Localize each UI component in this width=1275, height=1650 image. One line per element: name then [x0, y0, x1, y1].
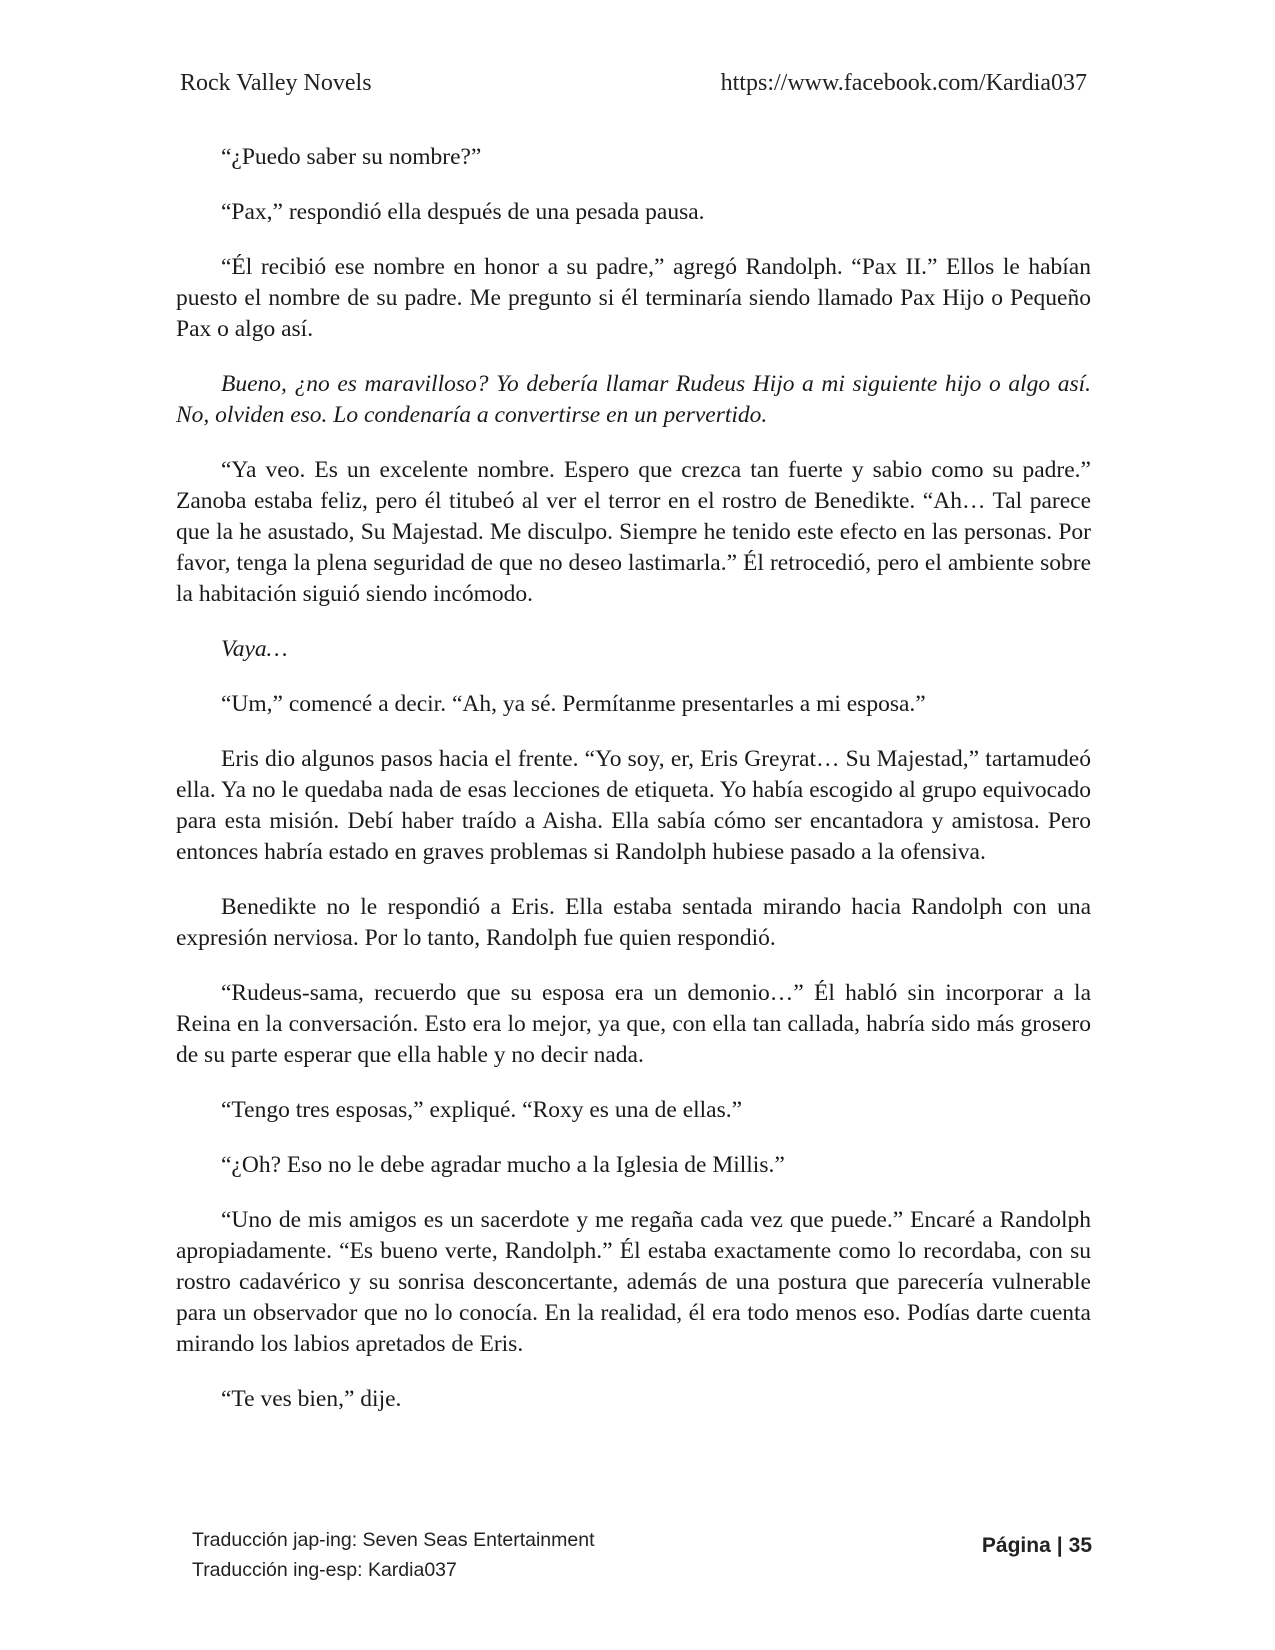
header-url: https://www.facebook.com/Kardia037: [720, 70, 1087, 96]
paragraph: “Tengo tres esposas,” expliqué. “Roxy es una de ellas.”: [221, 1097, 743, 1123]
paragraph: “Pax,” respondió ella después de una pesada pausa.: [221, 199, 705, 225]
paragraph: Vaya…: [221, 636, 288, 662]
page-header: [180, 70, 1087, 110]
paragraph: “¿Oh? Eso no le debe agradar mucho a la Iglesia de Millis.”: [221, 1152, 785, 1178]
paragraph: “Uno de mis amigos es un sacerdote y me regaña cada vez que puede.” Encaré a Randolph apropiadamente. “Es bueno verte, Randolph.” Él estaba exactamente como lo recordaba, con su rostro cadavérico y su sonrisa desconcertante, además de una postura que parecería vulnerable para un observador que no lo conocía. En la realidad, él era todo menos eso. Podías darte cuenta mirando los labios apretados de Eris.: [176, 1207, 1091, 1357]
paragraph: Bueno, ¿no es maravilloso? Yo debería llamar Rudeus Hijo a mi siguiente hijo o algo así. No, olviden eso. Lo condenaría a convertirse en un pervertido.: [176, 371, 1091, 428]
page-label: Página: [981, 1534, 1051, 1557]
page-number: 35: [1068, 1534, 1092, 1557]
credit-line-1: Traducción jap-ing: Seven Seas Entertainment: [192, 1529, 595, 1551]
header-publisher: Rock Valley Novels: [180, 70, 372, 96]
paragraph: “Te ves bien,” dije.: [221, 1386, 402, 1412]
page-separator: |: [1056, 1534, 1063, 1557]
page-body: [176, 142, 1091, 1439]
paragraph: “Ya veo. Es un excelente nombre. Espero que crezca tan fuerte y sabio como su padre.” Zanoba estaba feliz, pero él titubeó al ver el terror en el rostro de Benedikte. “Ah… Tal parece que la he asustado, Su Majestad. Me disculpo. Siempre he tenido este efecto en las personas. Por favor, tenga la plena seguridad de que no deseo lastimarla.” Él retrocedió, pero el ambiente sobre la habitación siguió siendo incómodo.: [176, 457, 1091, 607]
paragraph: “¿Puedo saber su nombre?”: [221, 144, 482, 170]
translation-credits: [192, 1525, 595, 1585]
paragraph: “Rudeus-sama, recuerdo que su esposa era un demonio…” Él habló sin incorporar a la Reina en la conversación. Esto era lo mejor, ya que, con ella tan callada, habría sido más grosero de su parte esperar que ella hable y no decir nada.: [176, 980, 1091, 1068]
page-number-block: [982, 1531, 1092, 1561]
paragraph: “Um,” comencé a decir. “Ah, ya sé. Permítanme presentarles a mi esposa.”: [221, 691, 926, 717]
credit-line-2: Traducción ing-esp: Kardia037: [192, 1559, 457, 1581]
paragraph: Eris dio algunos pasos hacia el frente. “Yo soy, er, Eris Greyrat… Su Majestad,” tartamudeó ella. Ya no le quedaba nada de esas lecciones de etiqueta. Yo había escogido al grupo equivocado para esta misión. Debí haber traído a Aisha. Ella sabía cómo ser encantadora y amistosa. Pero entonces habría estado en graves problemas si Randolph hubiese pasado a la ofensiva.: [176, 746, 1091, 865]
paragraph: Benedikte no le respondió a Eris. Ella estaba sentada mirando hacia Randolph con una expresión nerviosa. Por lo tanto, Randolph fue quien respondió.: [176, 894, 1091, 951]
paragraph: “Él recibió ese nombre en honor a su padre,” agregó Randolph. “Pax II.” Ellos le habían puesto el nombre de su padre. Me pregunto si él terminaría siendo llamado Pax Hijo o Pequeño Pax o algo así.: [176, 254, 1091, 342]
